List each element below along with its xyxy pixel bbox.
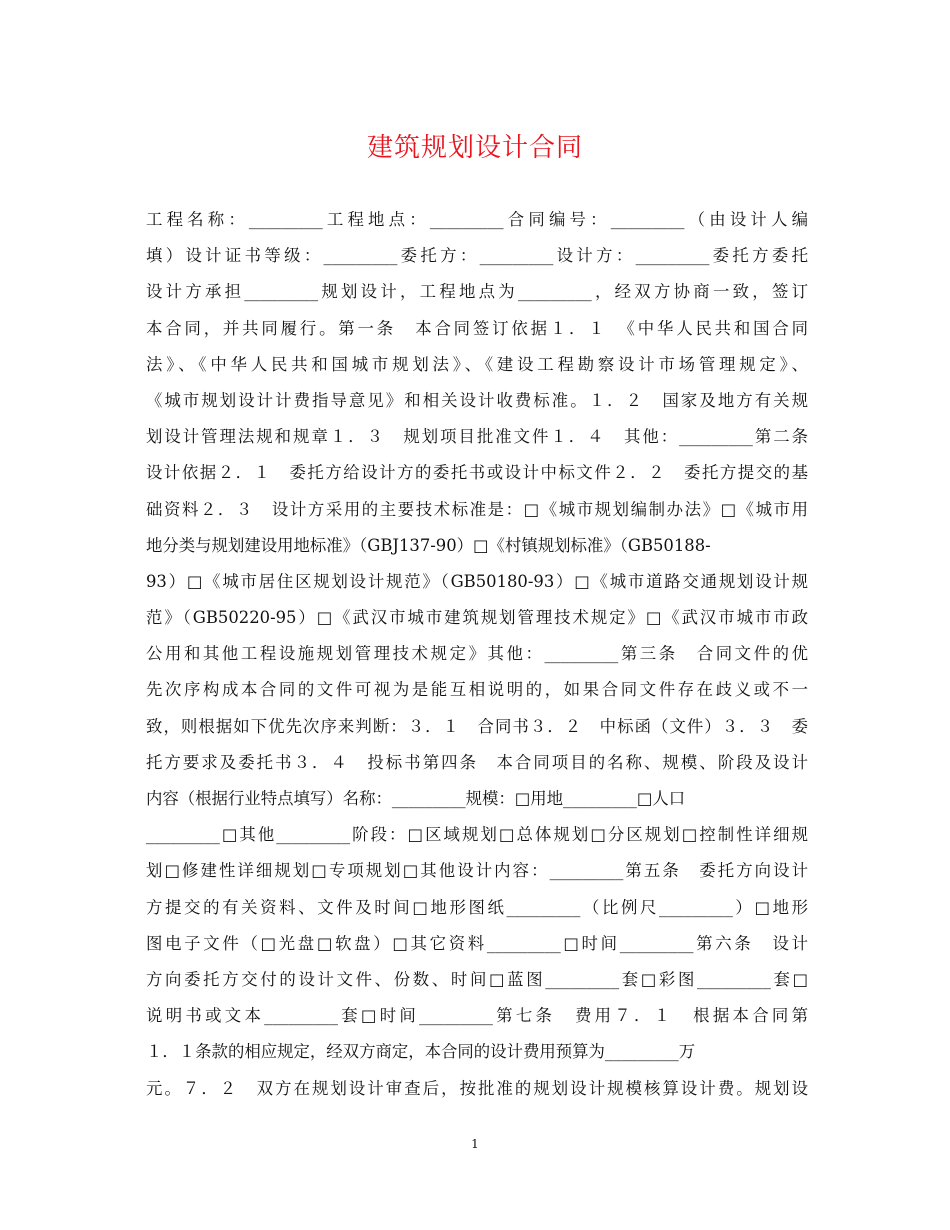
body-line: 图电子文件（□光盘□软盘）□其它资料_________□时间_________第六条 设计	[146, 933, 808, 953]
body-line: 范》（GB50220-95）□《武汉市城市建筑规划管理技术规定》□《武汉市城市市政	[146, 608, 808, 628]
body-line: 方向委托方交付的设计文件、份数、时间□蓝图_________套□彩图_________套□	[146, 969, 808, 989]
body-line: 设计方承担_________规划设计，工程地点为_________，经双方协商一致，签订	[146, 282, 808, 302]
body-line: 划□修建性详细规划□专项规划□其他设计内容：_________第五条 委托方向设计	[146, 861, 808, 881]
body-line: 公用和其他工程设施规划管理技术规定》其他：_________第三条 合同文件的优	[146, 644, 808, 664]
body-line: 础资料２．３ 设计方采用的主要技术标准是：□《城市规划编制办法》□《城市用	[146, 499, 808, 519]
document-title: 建筑规划设计合同	[366, 133, 583, 163]
body-line: 93）□《城市居住区规划设计规范》（GB50180-93）□《城市道路交通规划设计规	[146, 571, 808, 591]
body-line: 工程名称：_________工程地点：_________合同编号：_________（由设计人编	[146, 210, 808, 229]
contract-body	[146, 202, 808, 1107]
body-line: 托方要求及委托书３．４ 投标书第四条 本合同项目的名称、规模、阶段及设计	[146, 752, 808, 772]
body-line: 说明书或文本_________套□时间_________第七条 费用７．１ 根据本合同第	[146, 1006, 808, 1026]
body-line: 方提交的有关资料、文件及时间□地形图纸_________（比例尺_________）□地形	[146, 897, 808, 917]
body-line: １．１条款的相应规定，经双方商定，本合同的设计费用预算为_________万	[146, 1042, 696, 1062]
body-line: 填）设计证书等级：_________委托方：_________设计方：_________委托方委托	[146, 246, 808, 266]
body-line: 《城市规划设计计费指导意见》和相关设计收费标准。１．２ 国家及地方有关规	[146, 390, 808, 410]
body-line: 内容（根据行业特点填写）名称：_________规模：□用地_________□人口	[146, 789, 686, 808]
body-line: 地分类与规划建设用地标准》（GBJ137-90）□《村镇规划标准》（GB50188-	[146, 535, 711, 555]
body-line: 元。７．２ 双方在规划设计审查后，按批准的规划设计规模核算设计费。规划设	[146, 1078, 808, 1098]
body-line: 法》、《中华人民共和国城市规划法》、《建设工程勘察设计市场管理规定》、	[146, 354, 808, 374]
body-line: 先次序构成本合同的文件可视为是能互相说明的，如果合同文件存在歧义或不一	[146, 680, 808, 700]
page-number: 1	[471, 1137, 479, 1151]
body-line: 致，则根据如下优先次序来判断：３．１ 合同书３．２ 中标函（文件）３．３ 委	[146, 716, 808, 736]
body-line: 设计依据２．１ 委托方给设计方的委托书或设计中标文件２．２ 委托方提交的基	[146, 463, 808, 483]
body-line: _________□其他_________阶段：□区域规划□总体规划□分区规划□控制性详细规	[146, 825, 808, 845]
body-line: 本合同，并共同履行。第一条 本合同签订依据１．１ 《中华人民共和国合同	[146, 318, 808, 338]
body-line: 划设计管理法规和规章１．３ 规划项目批准文件１．４ 其他：_________第二条	[146, 427, 808, 447]
